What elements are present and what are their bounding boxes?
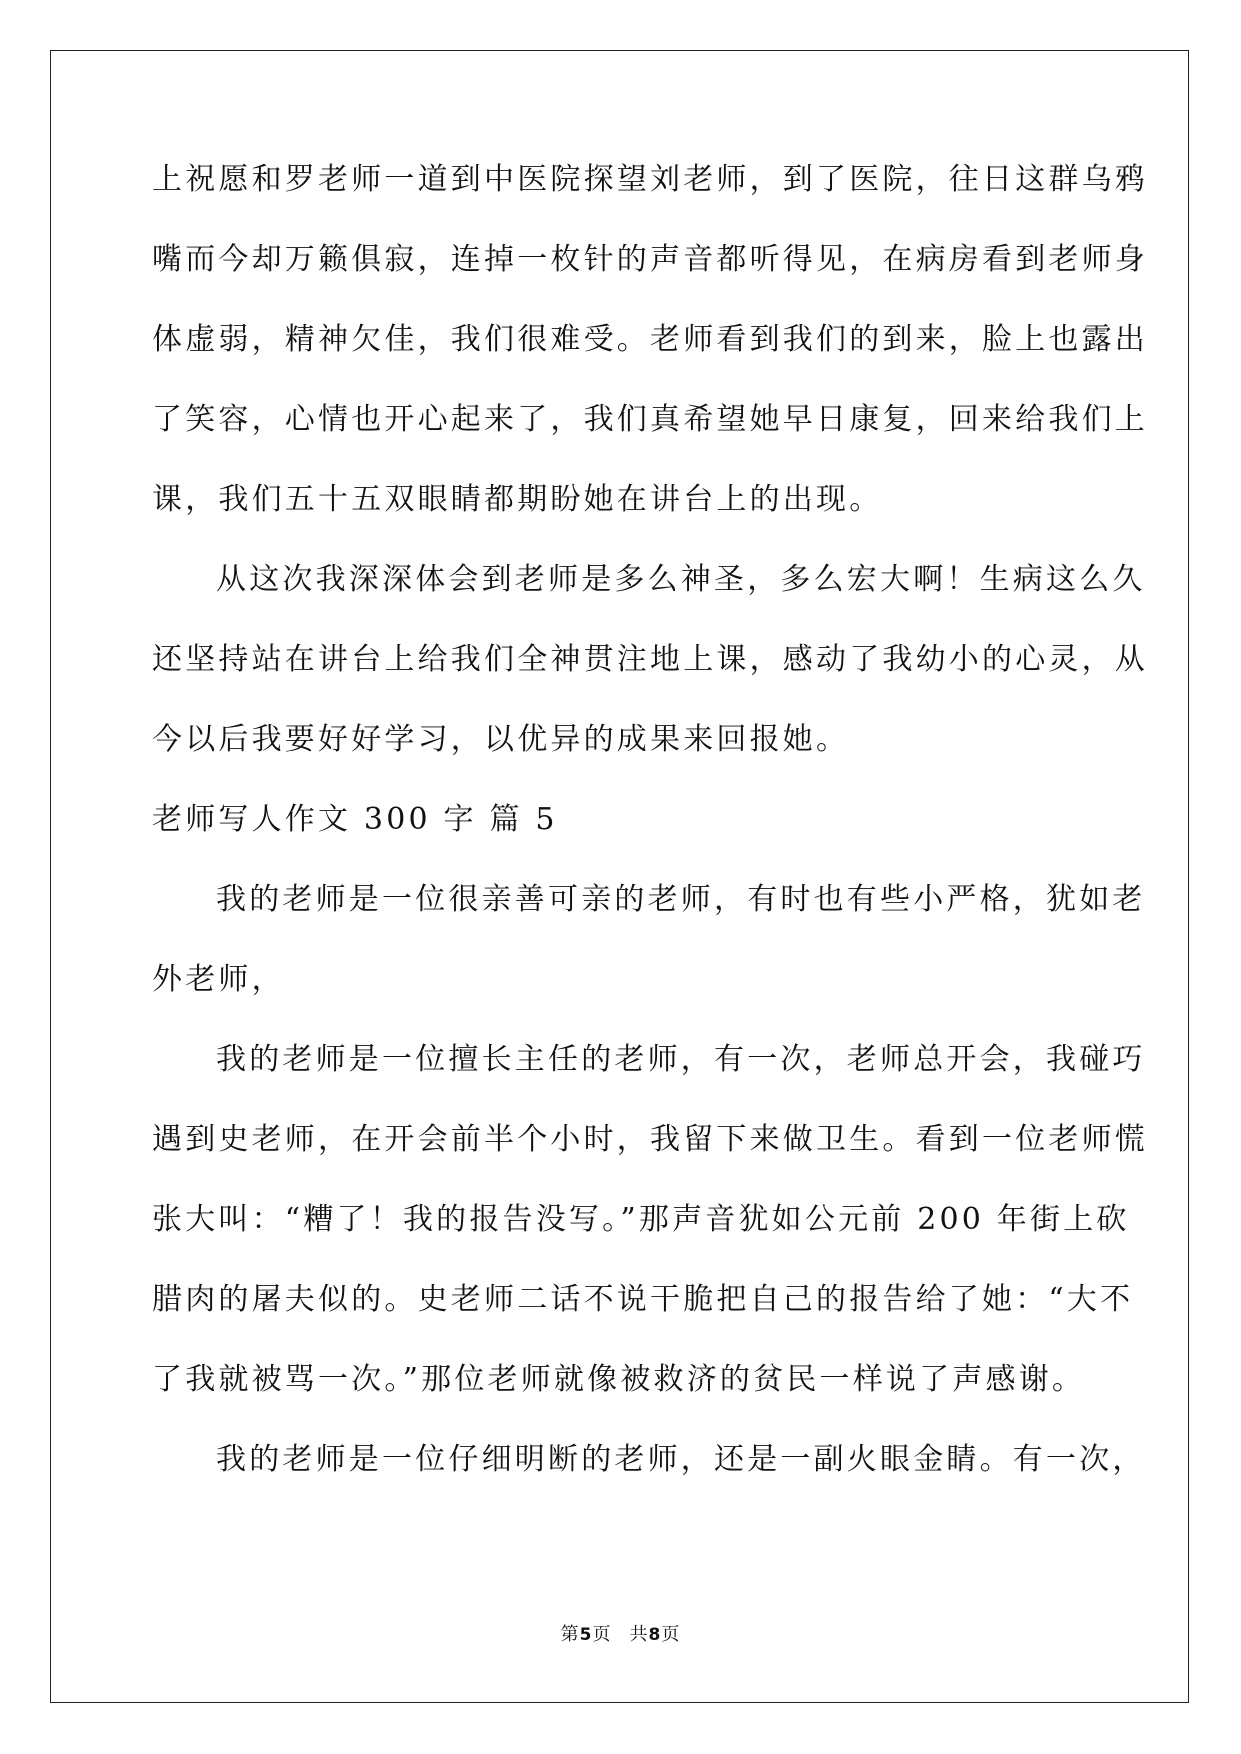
text-line: 今以后我要好好学习，以优异的成果来回报她。 bbox=[152, 722, 850, 757]
text-line: 遇到史老师，在开会前半个小时，我留下来做卫生。看到一位老师慌 bbox=[152, 1122, 1148, 1157]
paragraph-start-line: 我的老师是一位很亲善可亲的老师，有时也有些小严格，犹如老 bbox=[216, 882, 1146, 917]
text-line: 腊肉的屠夫似的。史老师二话不说干脆把自己的报告给了她：“大不 bbox=[152, 1282, 1134, 1317]
total-prefix: 共 bbox=[629, 1624, 649, 1645]
text-line: 外老师， bbox=[152, 962, 285, 997]
paragraph-start-line: 从这次我深深体会到老师是多么神圣，多么宏大啊！生病这么久 bbox=[216, 562, 1146, 597]
page-footer bbox=[0, 1623, 1241, 1647]
paragraph-start-line: 我的老师是一位仔细明断的老师，还是一副火眼金睛。有一次， bbox=[216, 1442, 1146, 1477]
text-line: 了笑容，心情也开心起来了，我们真希望她早日康复，回来给我们上 bbox=[152, 402, 1148, 437]
text-line: 嘴而今却万籁俱寂，连掉一枚针的声音都听得见，在病房看到老师身 bbox=[152, 242, 1148, 277]
total-page-number: 8 bbox=[648, 1625, 662, 1645]
total-suffix: 页 bbox=[661, 1624, 681, 1645]
current-page-number: 5 bbox=[579, 1625, 593, 1645]
text-line: 上祝愿和罗老师一道到中医院探望刘老师，到了医院，往日这群乌鸦 bbox=[152, 162, 1148, 197]
section-heading: 老师写人作文 300 字 篇 5 bbox=[152, 802, 558, 837]
text-line: 课，我们五十五双眼睛都期盼她在讲台上的出现。 bbox=[152, 482, 883, 517]
document-body bbox=[152, 160, 1148, 1520]
text-line: 体虚弱，精神欠佳，我们很难受。老师看到我们的到来，脸上也露出 bbox=[152, 322, 1148, 357]
text-line: 张大叫：“糟了！我的报告没写。”那声音犹如公元前 200 年街上砍 bbox=[152, 1202, 1130, 1237]
page-prefix: 第 bbox=[560, 1624, 580, 1645]
text-line: 还坚持站在讲台上给我们全神贯注地上课，感动了我幼小的心灵，从 bbox=[152, 642, 1148, 677]
text-line: 了我就被骂一次。”那位老师就像被救济的贫民一样说了声感谢。 bbox=[152, 1362, 1086, 1397]
page-suffix: 页 bbox=[592, 1624, 612, 1645]
paragraph-start-line: 我的老师是一位擅长主任的老师，有一次，老师总开会，我碰巧 bbox=[216, 1042, 1146, 1077]
